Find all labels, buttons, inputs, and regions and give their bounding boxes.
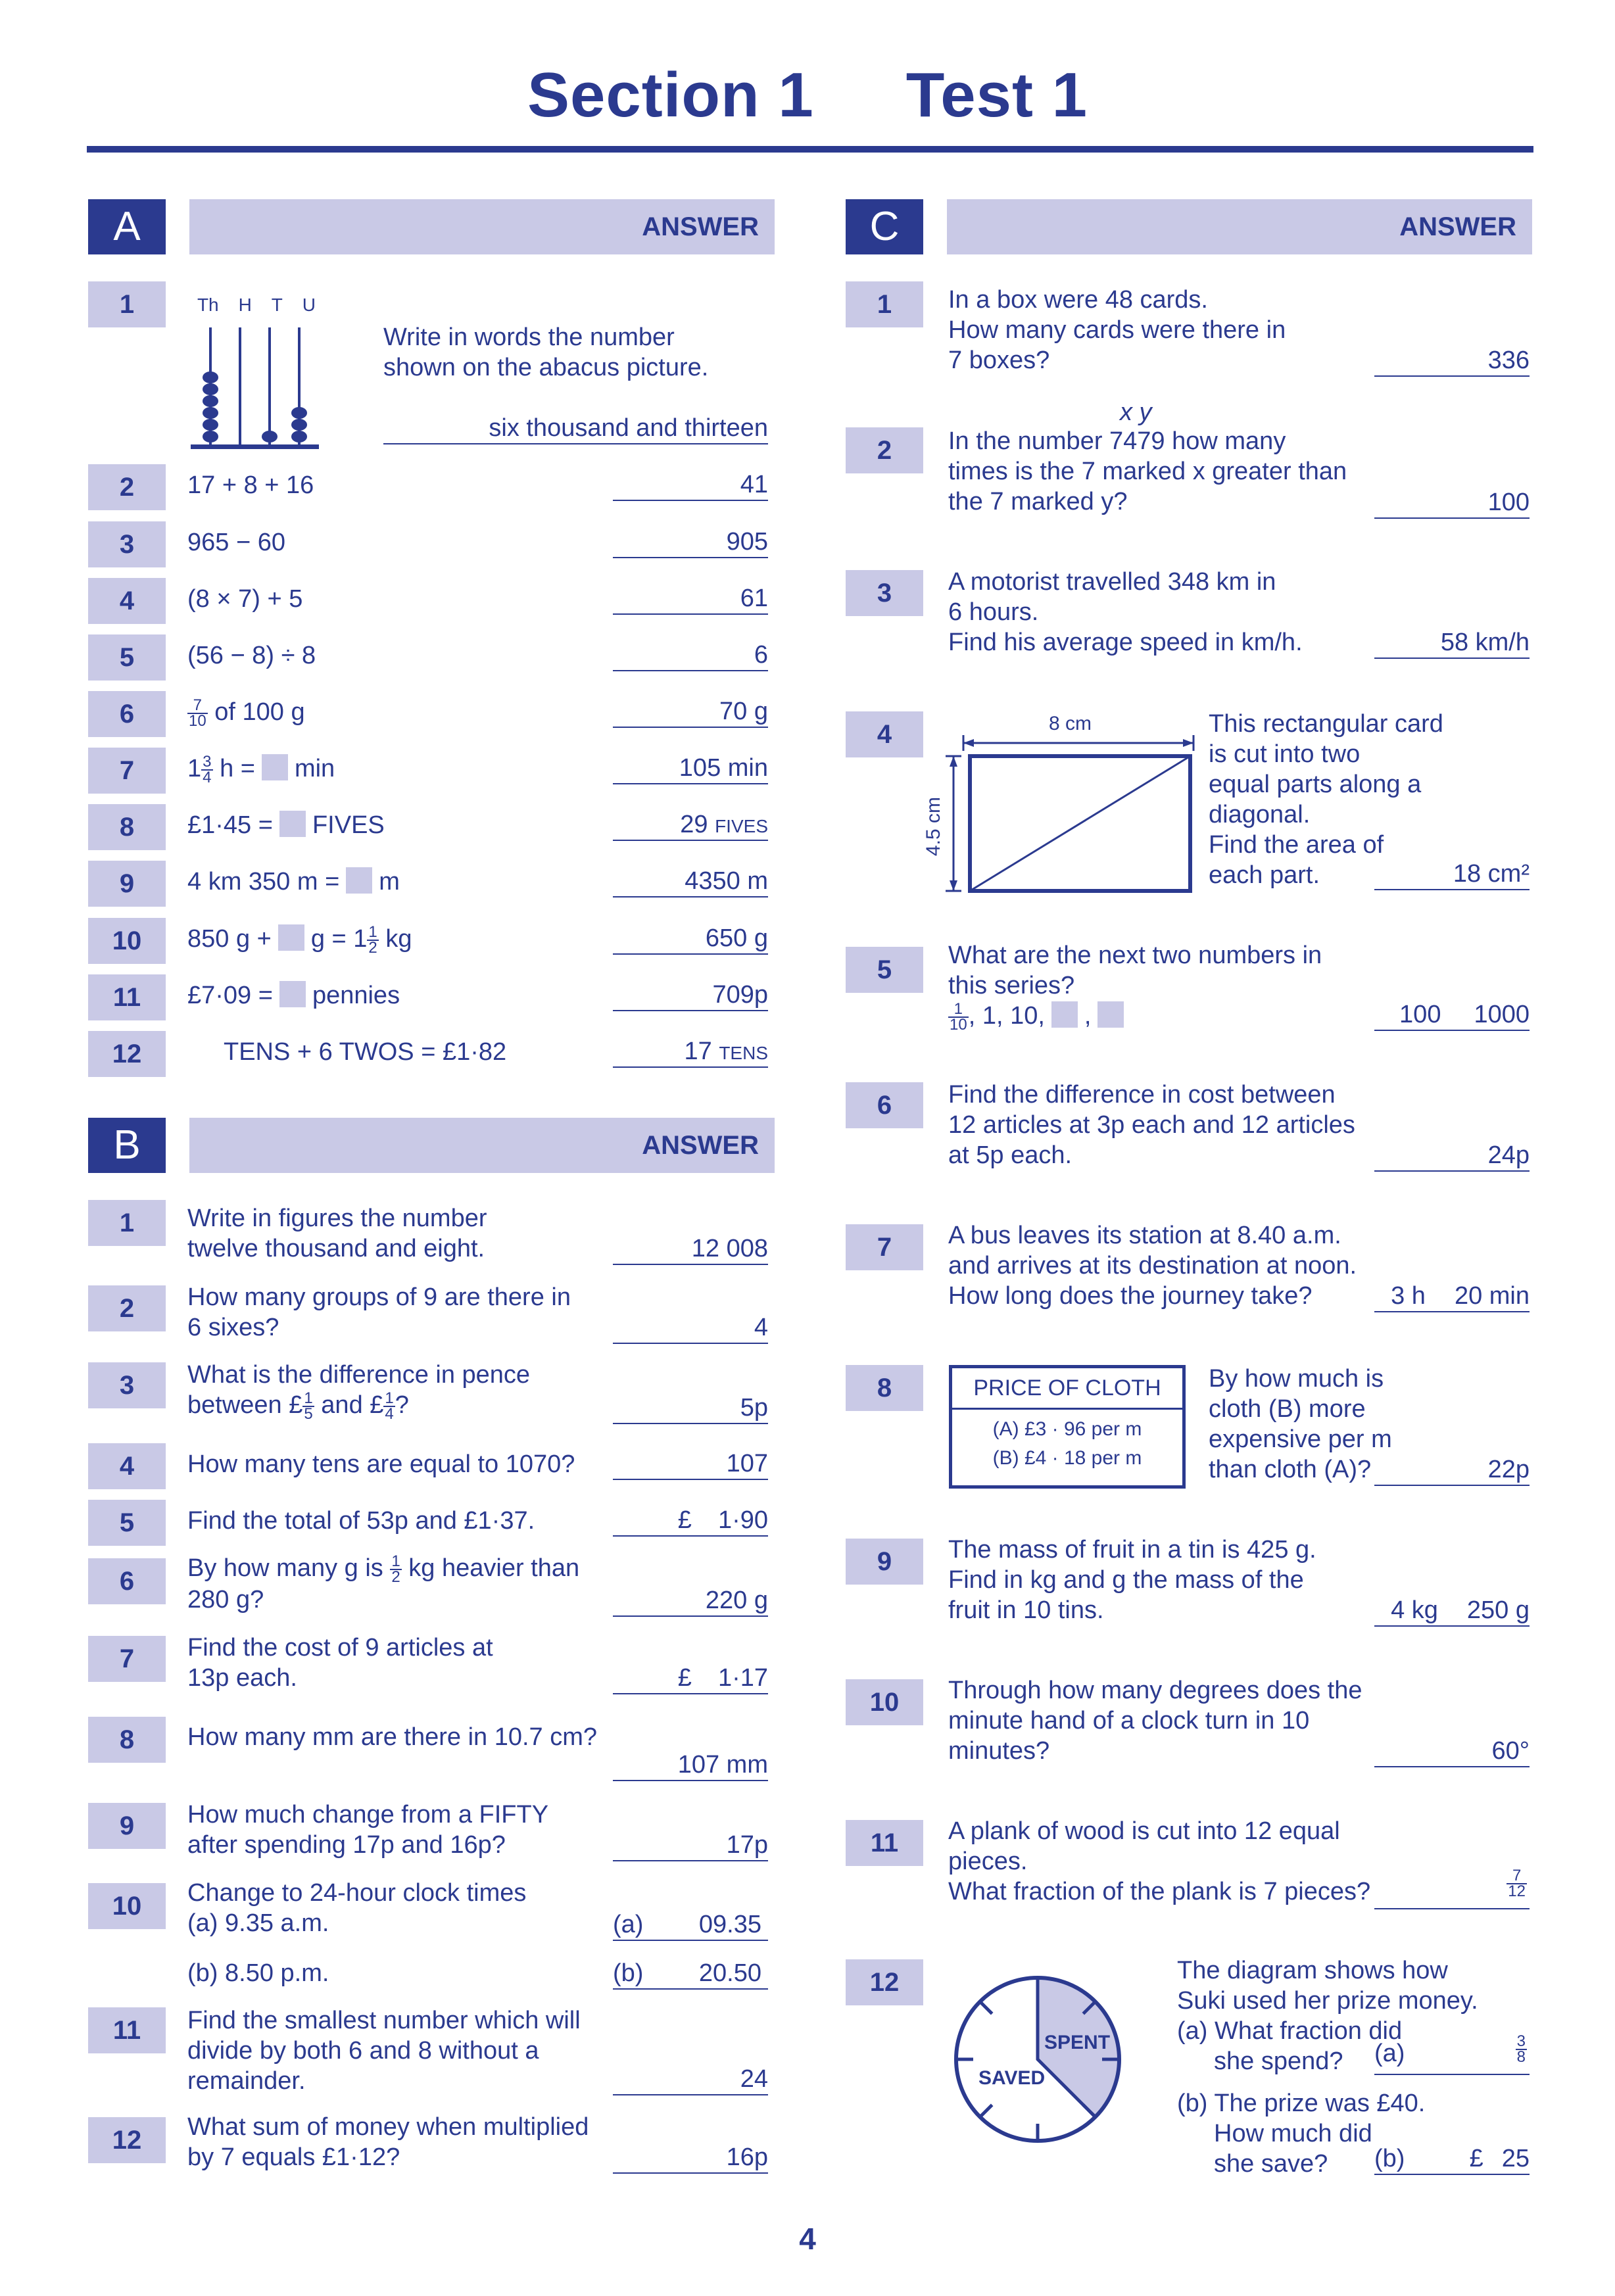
question-number: 2 xyxy=(88,464,166,510)
page-title xyxy=(0,59,1615,132)
question-number: 1 xyxy=(88,1200,166,1246)
question-number: 7 xyxy=(88,1636,166,1682)
question-text: By how many g is $\frac{1}{2}$ kg heavier than 280 g? xyxy=(187,1552,580,1614)
test-title: Test 1 xyxy=(905,60,1088,130)
blank-box xyxy=(279,811,306,837)
question-text: Find the difference in cost between 12 articles at 3p each and 12 articles at 5p each. xyxy=(948,1081,1355,1169)
answer-field: (a) $\frac{3}{8}$ xyxy=(1374,2034,1530,2075)
answer-field: 29 FIVES xyxy=(613,809,768,841)
pie-chart-icon xyxy=(952,1974,1123,2145)
question-number: 11 xyxy=(88,2007,166,2053)
question-text: 17 + 8 + 16 xyxy=(187,471,314,499)
answer-field: 100 xyxy=(1374,487,1530,519)
question-number: 1 xyxy=(88,281,166,327)
prize-money-pie-chart xyxy=(952,1974,1123,2145)
blank-box xyxy=(1051,1001,1078,1028)
question-number: 10 xyxy=(846,1679,923,1725)
answer-field: 4 xyxy=(613,1312,768,1344)
answer-field: 60° xyxy=(1374,1736,1530,1767)
question-number: 4 xyxy=(88,578,166,624)
answer-field: 650 g xyxy=(613,923,768,955)
question-number: 4 xyxy=(88,1443,166,1489)
abacus-label-th: Th xyxy=(197,295,219,315)
rectangle-card-icon xyxy=(911,710,1200,894)
question-text: £7·09 = pennies xyxy=(187,982,400,1009)
question-number: 2 xyxy=(846,427,923,473)
fraction: $\frac{7}{10}$ xyxy=(189,696,206,730)
question-text: By how much is cloth (B) more expensive per m than cloth (A)? xyxy=(1209,1365,1392,1483)
answer-field: £ 1·90 xyxy=(613,1505,768,1537)
price-box-row: (B) £4 · 18 per m xyxy=(992,1447,1142,1469)
question-text: Change to 24-hour clock times (a) 9.35 a.m. xyxy=(187,1879,527,1937)
answer-field: six thousand and thirteen xyxy=(383,413,768,444)
answer-field: 105 min xyxy=(613,753,768,784)
question-number: 9 xyxy=(88,1803,166,1849)
question-text: What are the next two numbers in this series? $\frac{1}{10}$ , 1, 10, , xyxy=(948,942,1322,1034)
question-text: In the number 7479 how many times is the 7 marked x greater than the 7 marked y? xyxy=(948,427,1347,515)
abacus-picture xyxy=(187,295,325,459)
abacus-icon xyxy=(187,321,325,459)
question-text: (b) The prize was £40. How much did she save? xyxy=(1177,2090,1426,2178)
answer-field: 3 h 20 min xyxy=(1374,1281,1530,1312)
section-a-label: A xyxy=(88,199,166,254)
question-text: The diagram shows how Suki used her prize money. (a) What fraction did she spend? xyxy=(1177,1957,1478,2075)
question-text: 4 km 350 m = m xyxy=(187,868,400,896)
question-number: 5 xyxy=(88,634,166,681)
question-text: Find the smallest number which will divide by both 6 and 8 without a remainder. xyxy=(187,2007,581,2095)
question-number: 6 xyxy=(846,1082,923,1128)
question-text: What sum of money when multiplied by 7 equals £1·12? xyxy=(187,2113,589,2171)
answer-field: 41 xyxy=(613,469,768,501)
answer-field: 220 g xyxy=(613,1585,768,1617)
blank-box xyxy=(279,981,306,1007)
question-text: How many tens are equal to 1070? xyxy=(187,1450,575,1478)
pie-tick-mark xyxy=(980,2001,992,2013)
question-text: Find the total of 53p and £1·37. xyxy=(187,1507,535,1535)
price-box-row: (A) £3 · 96 per m xyxy=(992,1418,1142,1440)
question-number: 5 xyxy=(88,1500,166,1546)
pie-label-spent: SPENT xyxy=(1044,2032,1111,2053)
blank-box xyxy=(278,924,304,951)
abacus-label-h: H xyxy=(238,295,252,315)
answer-field: 22p xyxy=(1374,1454,1530,1486)
price-of-cloth-box xyxy=(949,1365,1186,1489)
question-number: 6 xyxy=(88,691,166,737)
question-text: 965 − 60 xyxy=(187,529,285,556)
question-text: This rectangular card is cut into two equal parts along a diagonal. Find the area of each part. xyxy=(1209,710,1443,889)
question-text: A plank of wood is cut into 12 equal pieces. What fraction of the plank is 7 pieces? xyxy=(948,1817,1371,1905)
question-text: What is the difference in pence between £ $\frac{1}{5}$ and £ $\frac{1}{4}$ ? xyxy=(187,1361,531,1423)
answer-field: 18 cm² xyxy=(1374,859,1530,890)
answer-field: 12 008 xyxy=(613,1233,768,1265)
question-number: 8 xyxy=(88,804,166,850)
answer-field: 100 1000 xyxy=(1374,999,1530,1031)
answer-field: 17 TENS xyxy=(613,1036,768,1068)
digit-marks: x y xyxy=(1120,398,1152,426)
question-text: TENS + 6 TWOS = £1·82 xyxy=(224,1038,507,1066)
question-number: 3 xyxy=(88,1362,166,1408)
question-number: 12 xyxy=(846,1959,923,2005)
answer-field: (b) 20.50 xyxy=(613,1958,768,1990)
question-number: 3 xyxy=(846,570,923,616)
question-text: A bus leaves its station at 8.40 a.m. and arrives at its destination at noon. How long does the journey take? xyxy=(948,1222,1357,1310)
abacus-label-u: U xyxy=(302,295,316,315)
question-number: 12 xyxy=(88,1031,166,1077)
answer-field: 4 kg 250 g xyxy=(1374,1595,1530,1627)
question-text: 1 $\frac{3}{4}$ h = min xyxy=(187,752,335,786)
question-text: Find the cost of 9 articles at 13p each. xyxy=(187,1634,493,1692)
question-number: 8 xyxy=(846,1365,923,1411)
answer-field: 6 xyxy=(613,640,768,671)
question-text: In a box were 48 cards. How many cards were there in 7 boxes? xyxy=(948,286,1286,374)
section-b-answer-header: ANSWER xyxy=(189,1118,775,1173)
answer-field: (b) £ 25 xyxy=(1374,2143,1530,2175)
answer-field: 58 km/h xyxy=(1374,627,1530,659)
answer-field: 16p xyxy=(613,2142,768,2174)
answer-field: $\frac{7}{12}$ xyxy=(1374,1869,1530,1909)
answer-field: 24 xyxy=(613,2064,768,2095)
question-text: Through how many degrees does the minute hand of a clock turn in 10 minutes? xyxy=(948,1677,1362,1765)
answer-field: 24p xyxy=(1374,1140,1530,1172)
question-text: 850 g + g = 1 $\frac{1}{2}$ kg xyxy=(187,922,412,957)
section-b-label: B xyxy=(88,1118,166,1173)
answer-field: (a) 09.35 xyxy=(613,1909,768,1941)
answer-field: 5p xyxy=(613,1393,768,1424)
answer-field: £ 1·17 xyxy=(613,1663,768,1694)
question-number: 9 xyxy=(846,1539,923,1585)
answer-field: 61 xyxy=(613,583,768,615)
answer-field: 107 mm xyxy=(613,1750,768,1781)
pie-label-saved: SAVED xyxy=(978,2067,1046,2089)
question-text: A motorist travelled 348 km in 6 hours. Find his average speed in km/h. xyxy=(948,568,1303,656)
width-label: 8 cm xyxy=(1049,713,1092,734)
rectangle-card-diagram xyxy=(911,710,1200,894)
question-number: 2 xyxy=(88,1285,166,1331)
question-text: Write in figures the number twelve thousand and eight. xyxy=(187,1205,487,1262)
question-number: 10 xyxy=(88,1883,166,1929)
answer-field: 905 xyxy=(613,527,768,558)
answer-field: 4350 m xyxy=(613,866,768,897)
question-number: 12 xyxy=(88,2117,166,2163)
question-number: 7 xyxy=(88,748,166,794)
question-number: 3 xyxy=(88,521,166,567)
question-number: 5 xyxy=(846,947,923,993)
height-label: 4.5 cm xyxy=(923,796,945,857)
abacus-label-t: T xyxy=(271,295,283,315)
pie-tick-mark xyxy=(980,2105,992,2117)
blank-box xyxy=(1097,1001,1124,1028)
section-c-label: C xyxy=(846,199,923,254)
question-number: 11 xyxy=(846,1820,923,1866)
question-number: 11 xyxy=(88,974,166,1020)
question-text: Write in words the number shown on the abacus picture. xyxy=(383,323,709,381)
question-number: 10 xyxy=(88,918,166,964)
page-number: 4 xyxy=(799,2222,816,2256)
question-number: 8 xyxy=(88,1717,166,1763)
title-rule xyxy=(87,146,1533,153)
answer-field: 336 xyxy=(1374,345,1530,377)
price-box-title: PRICE OF CLOTH xyxy=(952,1368,1182,1410)
question-number: 9 xyxy=(88,861,166,907)
question-text: (8 × 7) + 5 xyxy=(187,585,303,613)
blank-box xyxy=(262,754,288,780)
question-text: (b) 8.50 p.m. xyxy=(187,1959,329,1987)
question-text: How many mm are there in 10.7 cm? xyxy=(187,1723,598,1751)
question-number: 7 xyxy=(846,1224,923,1270)
question-number: 4 xyxy=(846,711,923,757)
question-text: The mass of fruit in a tin is 425 g. Find in kg and g the mass of the fruit in 10 tins. xyxy=(948,1536,1316,1624)
blank-box xyxy=(346,867,372,894)
section-c-answer-header: ANSWER xyxy=(947,199,1532,254)
answer-field: 17p xyxy=(613,1830,768,1861)
question-text: How many groups of 9 are there in 6 sixes? xyxy=(187,1283,571,1341)
question-number: 6 xyxy=(88,1558,166,1604)
answer-field: 709p xyxy=(613,980,768,1011)
answer-field: 107 xyxy=(613,1448,768,1480)
question-number: 1 xyxy=(846,281,923,327)
question-text: (56 − 8) ÷ 8 xyxy=(187,642,316,669)
section-title: Section 1 xyxy=(527,60,814,130)
question-text: How much change from a FIFTY after spending 17p and 16p? xyxy=(187,1801,549,1859)
answer-field: 70 g xyxy=(613,696,768,728)
question-text: $\frac{7}{10}$ of 100 g xyxy=(189,696,305,730)
question-text: £1·45 = FIVES xyxy=(187,811,385,839)
section-a-answer-header: ANSWER xyxy=(189,199,775,254)
